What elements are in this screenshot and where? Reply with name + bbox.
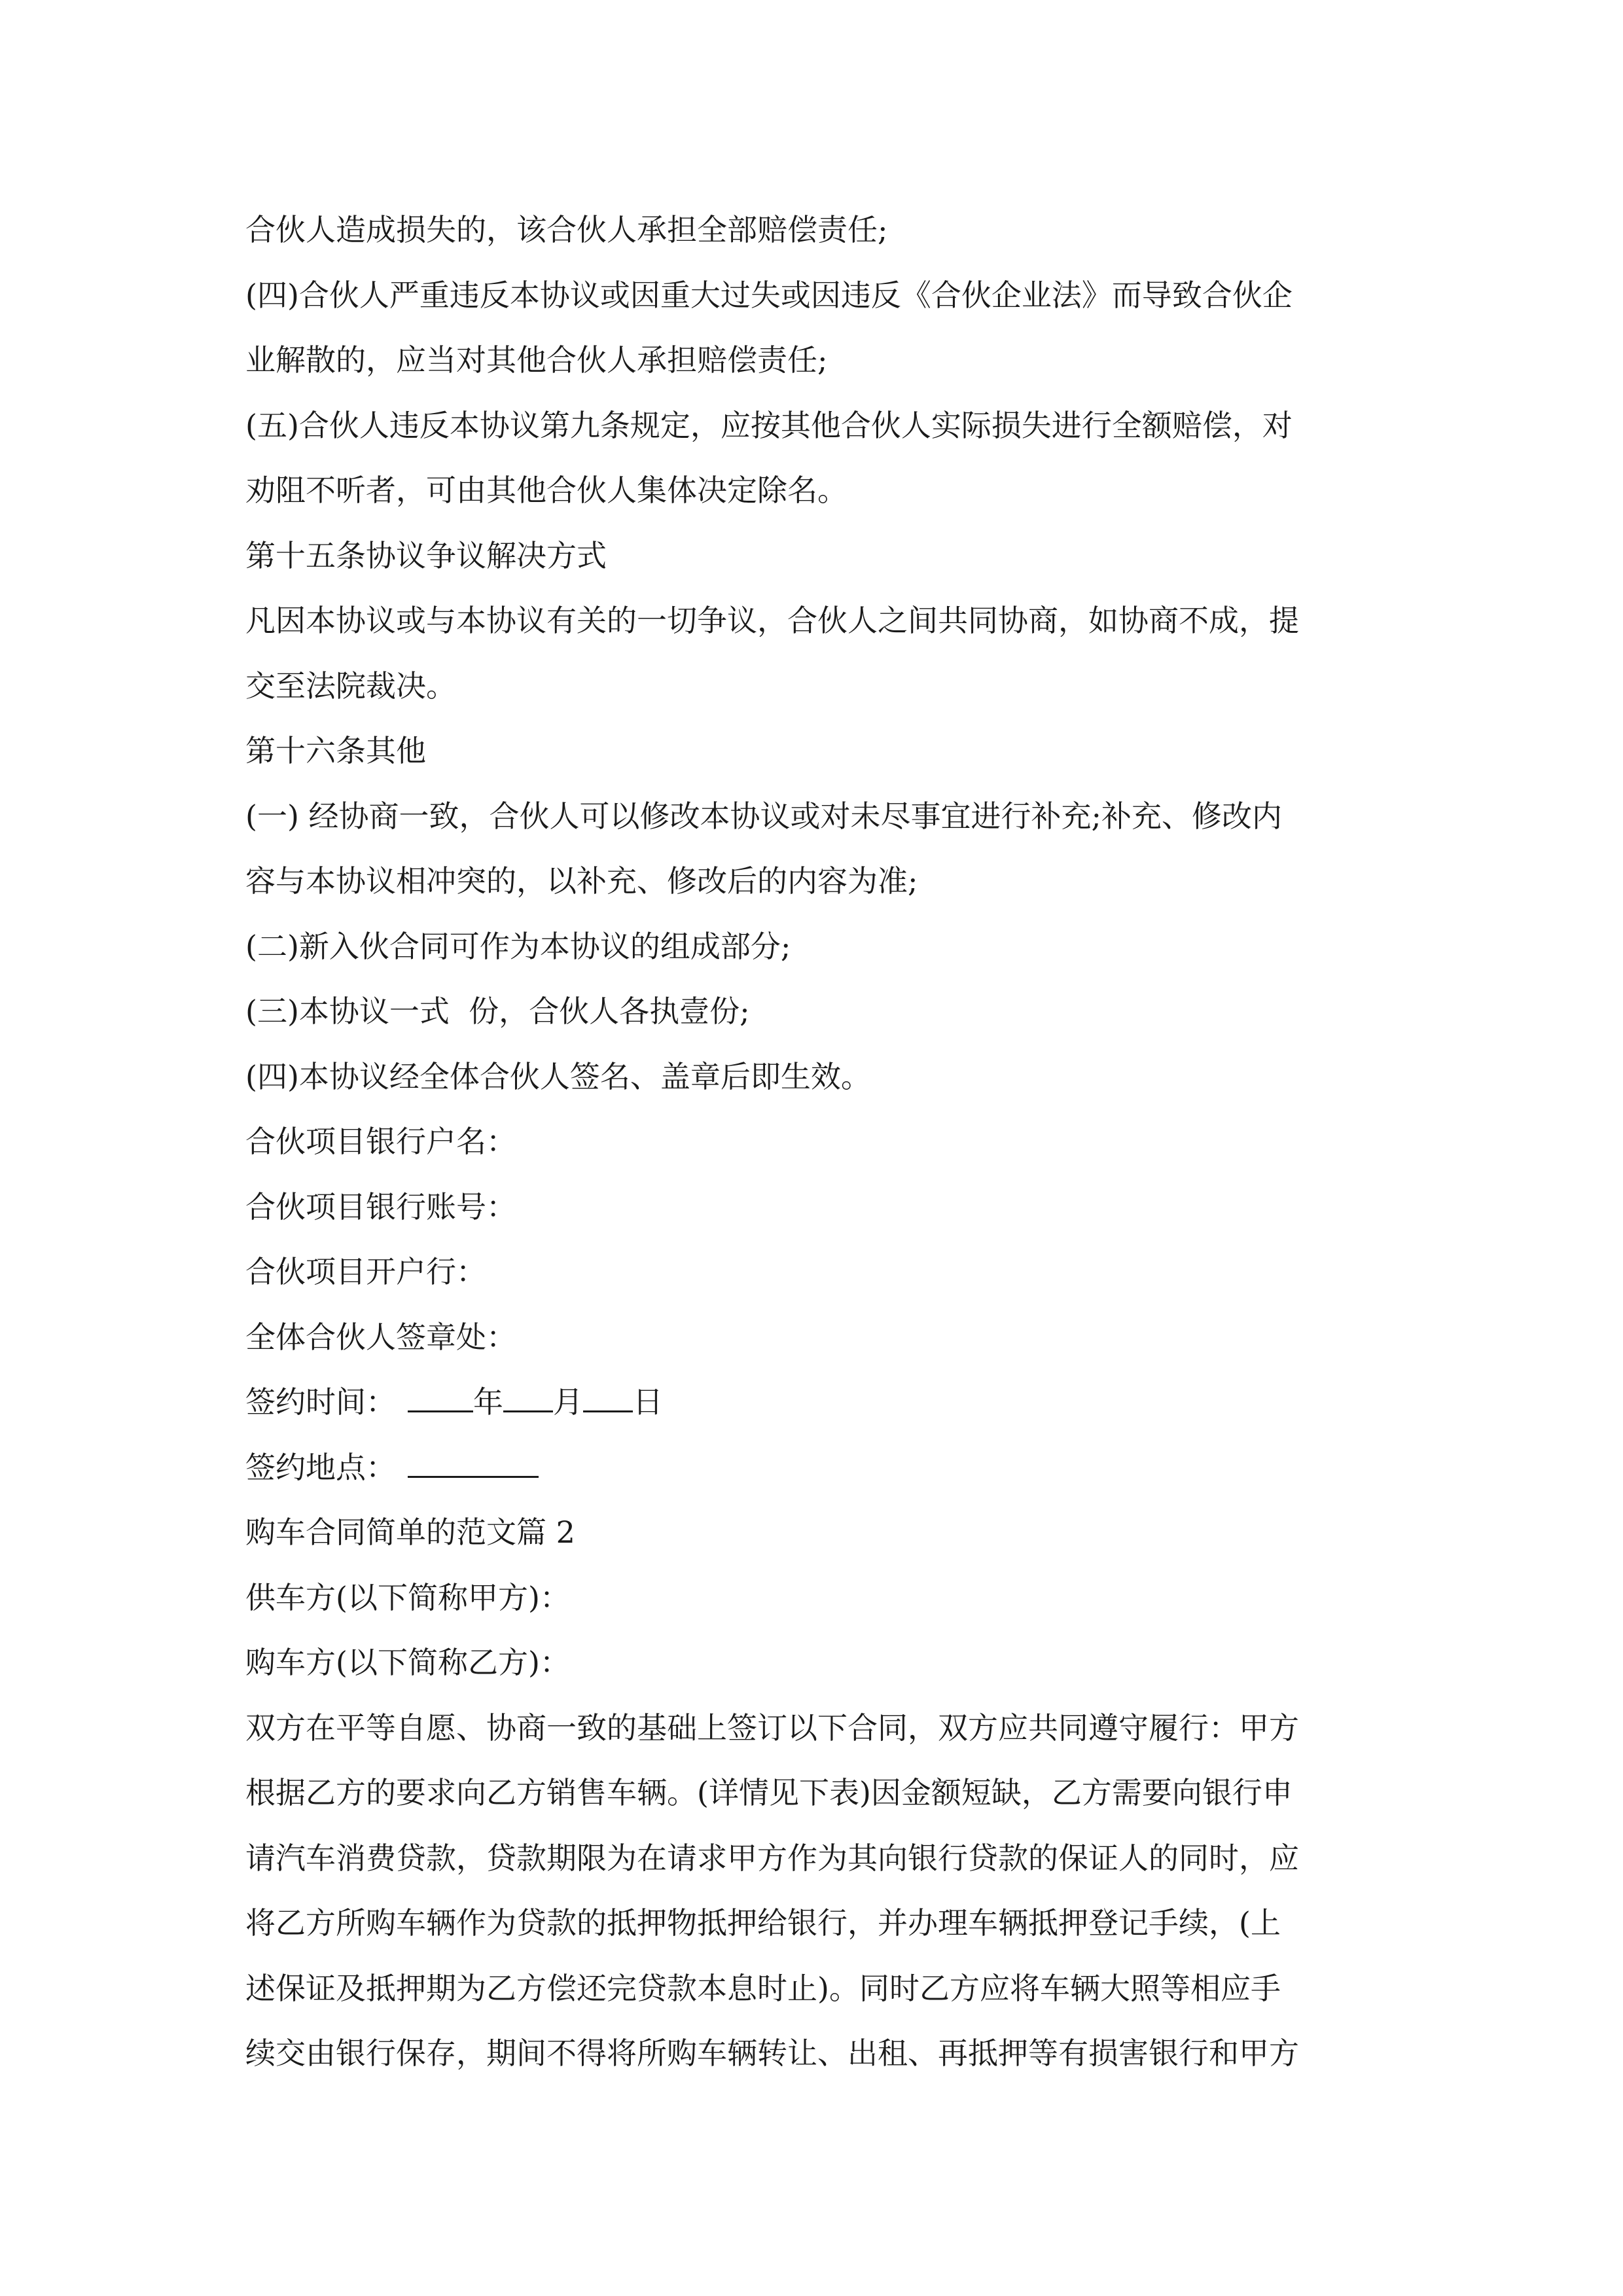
signing-place-line [245,1435,1384,1501]
text-line: (五)合伙人违反本协议第九条规定，应按其他合伙人实际损失进行全额赔偿，对 [245,407,1293,443]
day-label: 日 [633,1384,663,1420]
year-label: 年 [473,1384,503,1420]
year-blank [408,1384,473,1412]
signature-label: 全体合伙人签章处： [245,1319,516,1355]
text-line: 劝阻不听者，可由其他合伙人集体决定除名。 [245,473,847,508]
text-line: 述保证及抵押期为乙方偿还完贷款本息时止)。同时乙方应将车辆大照等相应手 [245,1970,1281,2006]
text-line: 供车方(以下简称甲方)： [245,1579,570,1615]
text-line: 将乙方所购车辆作为贷款的抵押物抵押给银行，并办理车辆抵押登记手续，(上 [245,1905,1281,1941]
signing-place-label: 签约地点： [245,1449,396,1485]
place-blank [408,1450,539,1478]
text-line: 合伙人造成损失的，该合伙人承担全部赔偿责任; [245,212,888,247]
text-line: 续交由银行保存，期间不得将所购车辆转让、出租、再抵押等有损害银行和甲方 [245,2036,1299,2071]
text-line: 容与本协议相冲突的，以补充、修改后的内容为准; [245,863,918,899]
month-label: 月 [553,1384,583,1420]
text-line: 请汽车消费贷款，贷款期限为在请求甲方作为其向银行贷款的保证人的同时，应 [245,1840,1299,1876]
document-page [245,198,1384,2087]
text-line: 凡因本协议或与本协议有关的一切争议，合伙人之间共同协商，如协商不成，提 [245,603,1299,638]
bank-branch-label: 合伙项目开户行： [245,1254,486,1289]
text-line: (一) 经协商一致，合伙人可以修改本协议或对未尽事宜进行补充;补充、修改内 [245,798,1283,834]
text-line: (四)本协议经全体合伙人签名、盖章后即生效。 [245,1058,871,1094]
signing-time-label: 签约时间： [245,1384,396,1420]
signing-time-line [245,1370,1384,1435]
text-line: 购车方(以下简称乙方)： [245,1645,570,1680]
text-line: 交至法院裁决。 [245,668,456,704]
section-heading: 第十六条其他 [245,733,426,768]
section-heading: 第十五条协议争议解决方式 [245,537,607,573]
text-line: (四)合伙人严重违反本协议或因重大过失或因违反《合伙企业法》而导致合伙企 [245,277,1293,313]
text-line: 业解散的，应当对其他合伙人承担赔偿责任; [245,342,828,378]
month-blank [503,1384,553,1412]
bank-account-name-label: 合伙项目银行户名： [245,1124,516,1159]
text-line: 根据乙方的要求向乙方销售车辆。(详情见下表)因金额短缺，乙方需要向银行申 [245,1775,1293,1810]
text-line: (二)新入伙合同可作为本协议的组成部分; [245,928,791,964]
article-title: 购车合同简单的范文篇 2 [245,1515,575,1550]
day-blank [583,1384,633,1412]
text-line: (三)本协议一式 份，合伙人各执壹份; [245,994,750,1029]
bank-account-number-label: 合伙项目银行账号： [245,1189,516,1225]
text-line: 双方在平等自愿、协商一致的基础上签订以下合同，双方应共同遵守履行：甲方 [245,1710,1299,1746]
